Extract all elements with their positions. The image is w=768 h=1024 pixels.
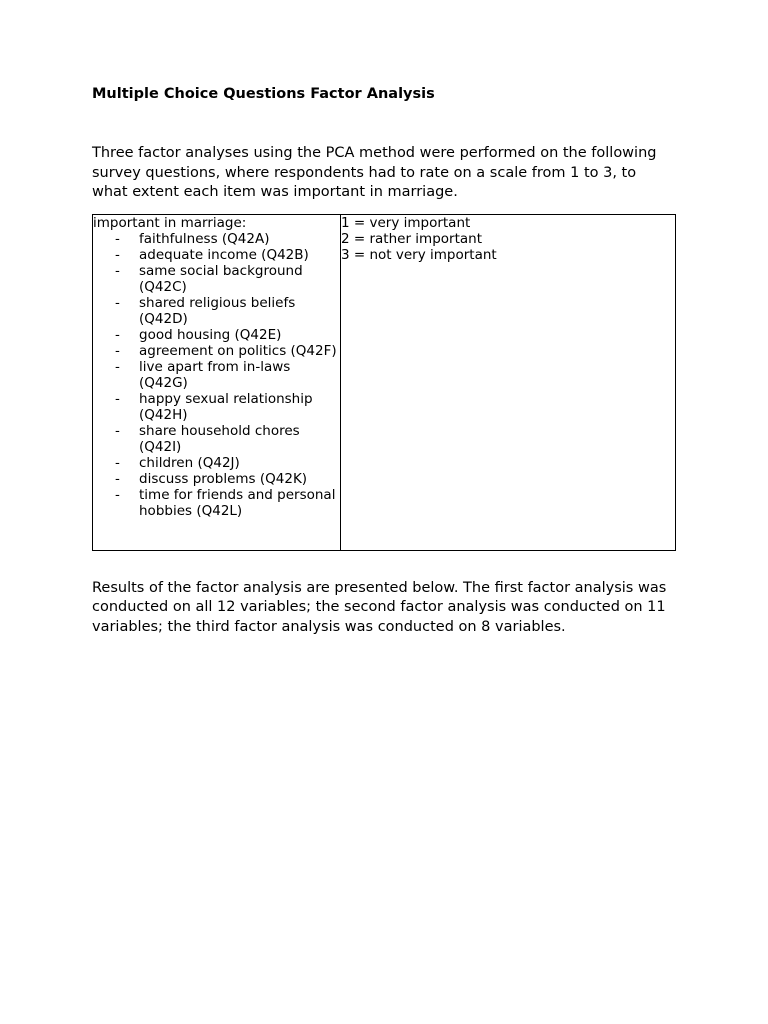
bullet-dash: - bbox=[115, 470, 120, 487]
item-label: adequate income (Q42B) bbox=[139, 246, 309, 263]
results-paragraph: Results of the factor analysis are presented below. The first factor analysis was conducted on all 12 variables; the second factor analysis was conducted on 11 variables; the third factor analysis was conducted on 8 variables. bbox=[92, 579, 667, 635]
list-item bbox=[93, 231, 340, 247]
bullet-dash: - bbox=[115, 422, 120, 439]
item-label: happy sexual relationship (Q42H) bbox=[139, 390, 313, 423]
item-label: live apart from in-laws (Q42G) bbox=[139, 358, 291, 391]
questions-table-row bbox=[93, 214, 676, 550]
item-label: same social background (Q42C) bbox=[139, 262, 303, 295]
items-cell bbox=[93, 214, 341, 550]
list-item bbox=[93, 263, 340, 295]
bullet-dash: - bbox=[115, 454, 120, 471]
items-heading: important in marriage: bbox=[93, 214, 247, 231]
bullet-dash: - bbox=[115, 294, 120, 311]
item-label: agreement on politics (Q42F) bbox=[139, 342, 337, 359]
list-item bbox=[93, 487, 340, 519]
bullet-dash: - bbox=[115, 262, 120, 279]
scale-line: 2 = rather important bbox=[341, 230, 482, 247]
bullet-dash: - bbox=[115, 358, 120, 375]
list-item bbox=[93, 471, 340, 487]
item-label: children (Q42J) bbox=[139, 454, 240, 471]
list-item bbox=[93, 423, 340, 455]
item-label: discuss problems (Q42K) bbox=[139, 470, 308, 487]
list-item bbox=[93, 391, 340, 423]
list-item bbox=[93, 343, 340, 359]
document-title: Multiple Choice Questions Factor Analysis bbox=[92, 86, 435, 102]
bullet-dash: - bbox=[115, 342, 120, 359]
items-list bbox=[93, 231, 340, 519]
intro-paragraph: Three factor analyses using the PCA method were performed on the following survey questions, where respondents had to rate on a scale from 1 to 3, to what extent each item was important in marriage. bbox=[92, 145, 657, 200]
bullet-dash: - bbox=[115, 390, 120, 407]
scale-cell bbox=[341, 214, 676, 550]
item-label: shared religious beliefs (Q42D) bbox=[139, 294, 296, 327]
questions-table bbox=[92, 214, 676, 551]
list-item bbox=[93, 455, 340, 471]
bullet-dash: - bbox=[115, 246, 120, 263]
scale-line: 1 = very important bbox=[341, 214, 471, 231]
scale-line: 3 = not very important bbox=[341, 246, 497, 263]
item-label: time for friends and personal hobbies (Q42L) bbox=[139, 486, 336, 519]
item-label: share household chores (Q42I) bbox=[139, 422, 300, 455]
item-label: good housing (Q42E) bbox=[139, 326, 282, 343]
list-item bbox=[93, 359, 340, 391]
item-label: faithfulness (Q42A) bbox=[139, 230, 270, 247]
bullet-dash: - bbox=[115, 230, 120, 247]
bullet-dash: - bbox=[115, 326, 120, 343]
list-item bbox=[93, 327, 340, 343]
bullet-dash: - bbox=[115, 486, 120, 503]
document-page bbox=[92, 84, 676, 637]
list-item bbox=[93, 295, 340, 327]
list-item bbox=[93, 247, 340, 263]
